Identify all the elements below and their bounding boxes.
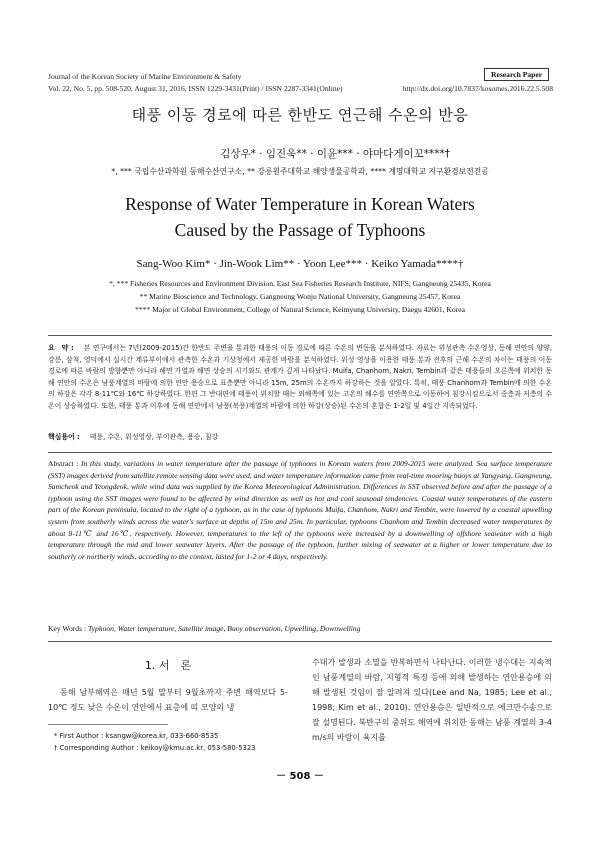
english-abstract bbox=[48, 458, 552, 562]
abstract-text: In this study, variations in water temperature after the passage of typhoons in Korean waters from 2009-2015 were analyzed. Sea surface temperature (SST) images derived from satellite remote sensing data were used, and water temperature information came from real-time mooring buoys at Yangyang, Gangneung, Samcheok and Yeongdeok, while wind data was supplied by the Korea Meteorological Administration. Differences in SST observed before and after the passage of a typhoon using the SST images were found to be affected by wind direction as well as hot and cool seasonal tendencies. Coastal water temperatures of the eastern part of the Korean peninsula, located to the right of a typhoon, as in the case of typhoons Muifa, Chanhom, Nakri and Tembin, were lowered by a coastal upwelling system from southerly winds across the water's surface at depths of 15m and 25m. In particular, typhoons Chanhom and Tembin decreased water temperatures by about 8-11℃ and 16℃, respectively. However, temperatures to the left of the typhoons were increased by a downwelling of offshore seawater with a high temperature through the mid and lower seawater layers. After the passage of the typhoon, further mixing of seawater at a higher or lower temperature due to southerly or northerly winds, according to the context, lasted for 1-2 or 4 days, respectively. bbox=[48, 459, 553, 561]
divider-top bbox=[48, 335, 552, 336]
korean-title: 태풍 이동 경로에 따른 한반도 연근해 수온의 반응 bbox=[131, 106, 469, 124]
english-affiliation-1: *, *** Fisheries Resources and Environment Division, East Sea Fisheries Research Institute, NIFS, Gangneung 25435, Korea bbox=[109, 279, 491, 288]
korean-affiliations: *, *** 국립수산과학원 동해수산연구소, ** 강릉원주대학교 해양생물공학과, **** 계명대학교 지구환경보전전공 bbox=[111, 167, 489, 176]
footnote-divider bbox=[48, 724, 168, 725]
korean-keywords bbox=[48, 432, 552, 444]
english-title-line-1: Response of Water Temperature in Korean Waters bbox=[125, 194, 475, 214]
page-number: － 508 － bbox=[276, 771, 324, 782]
doi-link[interactable]: http://dx.doi.org/10.7837/kosomes.2016.22.5.508 bbox=[402, 84, 553, 93]
footnote-first-author: * First Author : ksangw@korea.kr, 033-660-8535 bbox=[54, 732, 219, 740]
english-title-line-2: Caused by the Passage of Typhoons bbox=[174, 220, 426, 240]
korean-authors: 김상우* · 임진욱** · 이윤*** · 야마다게이꼬****† bbox=[220, 148, 450, 160]
journal-name: Journal of the Korean Society of Marine Environment & Safety bbox=[48, 72, 242, 81]
abstract-label: Abstract : bbox=[48, 459, 79, 468]
keywords-text: Typhoon, Water temperature, Satellite image, Buoy observation, Upwelling, Downwelling bbox=[87, 624, 361, 633]
divider-bottom bbox=[48, 641, 552, 642]
keywords-label: Key Words : bbox=[48, 624, 87, 633]
divider-middle bbox=[48, 452, 552, 453]
section-heading-introduction: 1. 서 론 bbox=[144, 659, 192, 672]
footnote-corresponding-author: † Corresponding Author : keikoy@kmu.ac.kr, 053-580-5323 bbox=[54, 744, 256, 752]
english-keywords bbox=[48, 624, 552, 633]
korean-keywords-text: 태풍, 수온, 위성영상, 부이관측, 용승, 침강 bbox=[89, 433, 219, 441]
article-type-badge: Research Paper bbox=[484, 68, 549, 81]
english-affiliation-2: ** Marine Bioscience and Technology, Gangneung Wonju National University, Gangneung 25457, Korea bbox=[139, 292, 461, 301]
intro-left-column: 동해 남부해역은 매년 5월 말부터 9월초까지 주변 해역보다 5-10℃ 정도 낮은 수온이 연안에서 표층에 띠 모양의 냉 bbox=[48, 688, 288, 712]
english-affiliation-3: **** Major of Global Environment, College of Natural Science, Keimyung University, Daegu 42601, Korea bbox=[135, 305, 465, 314]
english-authors: Sang-Woo Kim* · Jin-Wook Lim** · Yoon Lee*** · Keiko Yamada****† bbox=[136, 258, 464, 270]
korean-abstract bbox=[48, 343, 552, 413]
korean-abstract-label: 요 약 : bbox=[48, 344, 74, 352]
volume-issn-line: Vol. 22, No. 5, pp. 508-520, August 31, 2016, ISSN 1229-3431(Print) / ISSN 2287-3341(Online) bbox=[48, 84, 343, 93]
korean-abstract-text: 본 연구에서는 7년(2009-2015)간 한반도 주변을 통과한 태풍의 이동 경로에 따른 수온의 변동을 분석하였다. 자료는 위성관측 수온영상, 동해 연안의 양양, 강릉, 삼척, 영덕에서 실시간 계류부이에서 관측한 수온과 기상청에서 제공한 바람을 분석하였다. 위성 영상을 이용한 태풍 통과 전후의 근해 수온의 차이는 태풍의 이동 경로에 따른 바람의 방향뿐만 아니라 해면 가열과 해면 상승의 시기와도 관계가 깊게 나타났다. Muifa, Chanhom, Nakri, Tembin과 같은 태풍들의 오른쪽에 위치한 동해 연안의 수온은 남풍계열의 바람에 의한 연안 용승으로 표층뿐만 아니라 15m, 25m의 수온까지 하강하는 것을 알았다. 특히, 태풍 Chanhom과 Tembin에 의한 수온의 하강은 각각 8-11℃와 16℃ 하강하였다. 한편 그 반대편에 태풍이 위치할 때는 외해쪽에 있는 고온의 해수를 연안쪽으로 이동하여 침강시킴으로서 중층과 저층의 수온이 상승하였다. 또한, 태풍 통과 이후에 동해 연안에서 남풍(북풍)계열의 바람에 의한 하강(상승)된 수온의 혼합은 1-2일 및 4일간 지속되었다. bbox=[48, 344, 552, 410]
intro-right-column: 수대가 발생과 소멸을 반복하면서 나타난다. 이러한 냉수대는 지속적인 남풍계열의 바람, 지형적 특징 등에 의해 발생하는 연안용승에 의해 발생된 것임이 잘 알려져 있다(Lee and Na, 1985; Lee et al., 1998; Kim et al., 2010). 연안용승은 일반적으로 에크만수송으로 잘 설명된다. 북반구의 중위도 해역에 위치한 동해는 남풍 계열의 3-4 m/s의 바람이 육지를 bbox=[312, 658, 552, 742]
korean-keywords-label: 핵심용어 : bbox=[48, 433, 80, 441]
